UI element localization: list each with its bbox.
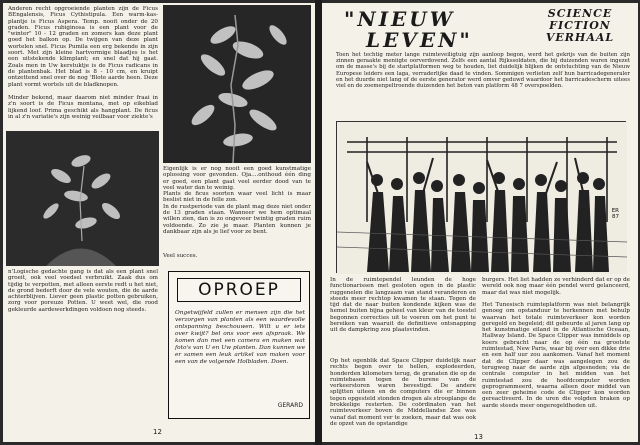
book-gutter: [315, 0, 322, 445]
oproep-signature: GERARD: [277, 402, 303, 409]
left-col2-signoff: Veel succes.: [163, 253, 198, 259]
left-page-number: 12: [153, 428, 162, 436]
genre-line-3: VERHAAL: [545, 31, 615, 44]
left-col2-text: Eigenlijk is er nog nooit een goed kunstmatige oplossing voor gevonden. Oja....onthoud één ding er goed, een plant gaat veel eerder dood van te veel water dan te weinig. Plants de ficus soorten waar veel licht is maar beslist niet in de felle zon. In de rustperiode van de plant mag deze niet onder de 13 graden staan. Wanneer we hem optimaal willen zien, dan is zo ongeveer twintig graden ruim voldoende. Zo zie je maar. Planten kunnen je dankbaar zijn als je lief voor ze bent.: [163, 166, 311, 235]
plant-photo-bottom: [6, 131, 159, 266]
right-page: [322, 3, 638, 442]
story-genre-label: [530, 8, 630, 44]
illustration-artist-signature: ER 87: [611, 208, 619, 220]
left-col1-mid-text: Minder bekend, maar daarom niet minder fraai in z'n soort is de Ficus montana, met op eikeblad lijkend loof. Prima geschikt als hangplant. De ficus in al z'n variatie's zijn weinig veilbaar voor ziekte's: [8, 95, 160, 120]
story-col2-para2: Het Tunesisch ruimteplatform was niet belangrijk genoeg om opstanduur te herkennen met behulp waarvan het totale ruimteverkeer kon worden geregeld en begeleid; dit gebeurde al jaren lang op het kunstmatige eiland in de Atlantische Oceaan, Hallway Island. De Space Clipper was inmiddels op koers gebracht naar de op één na grootste ruimtestad, New Paris, waar bij over een dikke drie en een half uur zou aankomen. Vanaf het moment dat de Clipper daar was aangelegen zou de terugweg naar de aarde zijn afgesneden; via de centrale computer in het midden van het ruimtestad zou de hoofdcomputer worden geprogrammeerd, waarna alleen door middel van een zeer geheime code de Clipper kon worden gereactiveerd. In de uren die volgden braken op aarde steeds meer ongeregeldheden uit.: [482, 302, 632, 409]
oproep-title-frame: [177, 278, 301, 302]
oproep-body: Ongetwijfeld zullen er mensen zijn die het verzorgen van planten als een waardevolle ontspanning beschouwen. Wilt u er iets over kwijt? bel ons voor een afspraak. We komen dan met een camera en maken wat foto's van U en Uw planten. Dan kunnen we er samen een leuk artikel van maken voor een van de volgende Holbladen. Doen.: [175, 310, 307, 365]
story-intro: Toen het techtig meter lange ruimteveiligtuig zijn aanloop begon, werd het gekrijs van de buiten zijn zinnen geraakte meniigte oorverdovend. Zelfs een aantal Rijkssoldaten, die bij duizenden waren ingezet om de masse's bij de startplatformen weg te houden, liet duidelijk blijken de ontvluchting van de Nieuw Europese leiders een laga, verraderlijke daad te vinden. Sommigen verlieten zelf hun barricadegeneraler en het duurde niet lang of de eerste generator werd omver geduwd waardoor het barricadescherm uitees viel en de zoemenpeltroende duizenden het beton van platform 48 7 overspoelden.: [336, 52, 632, 90]
left-col1-bottom-text: n'Logische gedachte gang is dat als een plant snel groeit, ook veel voedsel verbruikt. Zaak dus om tijdig te verpotten, met alleen eerste redt u het niet, de grond bederft door de vele wouten, die de aarde achterblijven. Liever geen plastic potten gebruiken, zorg voor poreuze Potten. U weet wel, die rood gekleurde aardewerkdingen voldoen nog steeds.: [8, 269, 160, 313]
genre-line-1: SCIENCE: [547, 7, 613, 20]
story-illustration: [336, 121, 626, 273]
left-page: [3, 3, 315, 442]
genre-line-2: FICTION: [549, 19, 611, 32]
story-col1-para1: In de ruimtependel leunden de hoge functionarissen met gesloten ogen in de plastic ruggenelen die langzaam van stand veranderen en steeds meer rechtop kwamen te staan. Tegen de tijd dat de naar buiten kondende kijken was de hemel buiten bijna geheel van kleur van de toestel begonnen correcties uit te voeren om het punt te bereiken van waaruit de definitieve ontsnapping uit de dampkring zou plaatsvinden.: [330, 277, 478, 334]
oproep-title: OPROEP: [198, 280, 280, 300]
story-col2-para1: burgers. Het liet hadden ze verhinderd dat er op de wereld ook nog maar één pendel werd gelanceerd, maar dat was niet mogelijk.: [482, 277, 632, 296]
left-col1-top-text: Anderen recht opgroeiende planten zijn de Ficus BEngalensis, Ficus Cythistipula. Een warm-kas-plantje is Ficus Aspera. Temp. nooit onder de 20 graden. Ficus rubiginosa is een plant voor de "winter" 10 - 12 graden en zomers kan deze plant goed het balkon op. De twijgen van deze plant wortelen snel. Ficus Pumila een erg bekende in zijn soort. Met zijn kleine hartvormige blaadjes is het een uitstekende klimplant; en snel dat hij gaat. Zoals men in Uw kerstuktje is de Ficus radicans in de plantenbak. Het blad is 8 - 10 cm, en kruipt ontzettend snel over de nog 'Blote aarde heen. Deze plant vormt wortels uit de bladknopen.: [8, 6, 160, 88]
story-col1-para2: Op het ogenblik dat Space Clipper duidelijk naar rechts begon over te hellen, explodeerden, honderden kilometers terug, de granaten die op de ruimtebasen tegen de burene van de verkeerstoren waren bevestigd. De andere splijtten uiteen en de computers die er binnen tegen opgesteld stonden drogen als strooplange de brokkelige resterten. De coördinaten van het ruimteverkeer boven de Middellandse Zee was vanaf dat moment ver te zoeken, maar dat was ook de opzet van de opstandige: [330, 358, 478, 427]
plant-photo-top: [163, 5, 311, 163]
oproep-box: [168, 271, 310, 419]
right-page-number: 13: [474, 433, 483, 441]
story-title-line1: "NIEUW: [344, 7, 456, 31]
story-title-line2: LEVEN": [366, 28, 473, 52]
